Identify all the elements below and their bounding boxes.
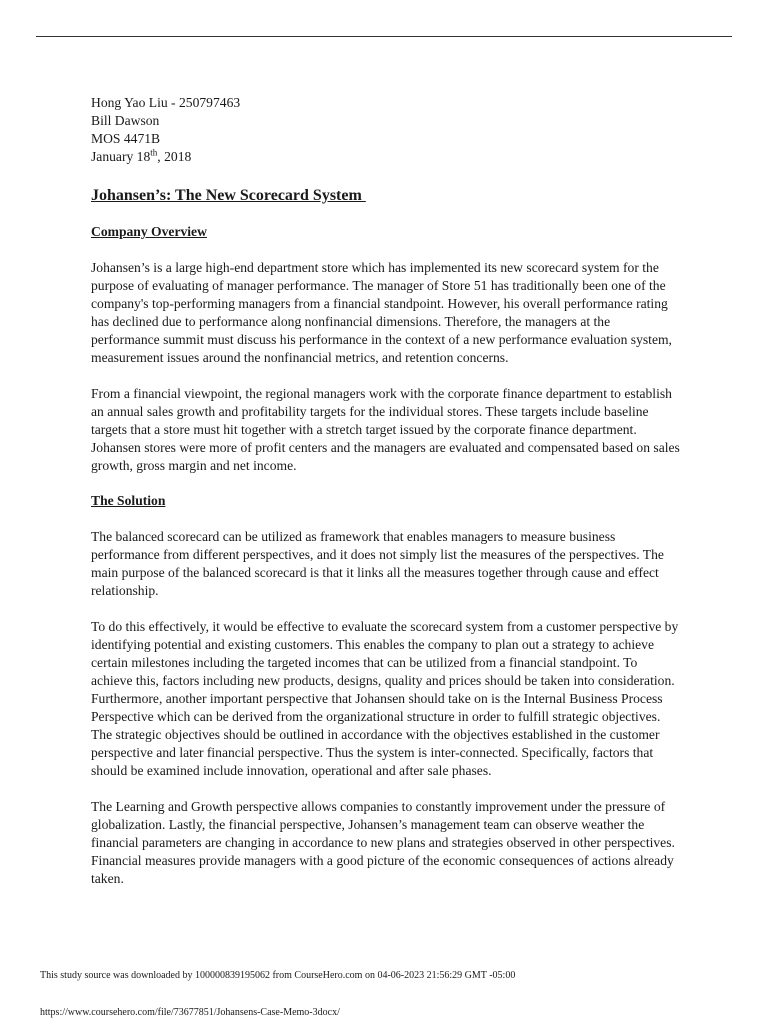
date-ordinal-suffix: th bbox=[150, 147, 158, 158]
date-month-day: January 18 bbox=[91, 149, 151, 164]
overview-paragraph-2: From a financial viewpoint, the regional managers work with the corporate finance department to establish an annual sales growth and profitability targets for the individual stores. These targets include baseline targets that a store must hit together with a stretch target issued by the corporate finance department. Johansen stores were more of profit centers and the managers are evaluated and compensated based on sales growth, gross margin and net income. bbox=[91, 386, 680, 473]
author-line: Hong Yao Liu - 250797463 bbox=[91, 95, 241, 110]
recipient-line: Bill Dawson bbox=[91, 113, 160, 128]
top-divider bbox=[36, 36, 732, 37]
memo-document bbox=[91, 94, 681, 888]
solution-paragraph-3: The Learning and Growth perspective allows companies to constantly improvement under the pressure of globalization. Lastly, the financial perspective, Johansen’s management team can observe weather the financial parameters are changing in accordance to new plans and strategies observed in other perspectives. Financial measures provide managers with a good picture of the economic consequences of actions already taken. bbox=[91, 799, 675, 886]
company-overview-heading: Company Overview bbox=[91, 224, 207, 239]
solution-heading: The Solution bbox=[91, 493, 166, 508]
course-line: MOS 4471B bbox=[91, 131, 161, 146]
source-url: https://www.coursehero.com/file/73677851/Johansens-Case-Memo-3docx/ bbox=[40, 1007, 340, 1018]
date-year: , 2018 bbox=[157, 149, 192, 164]
download-source-note: This study source was downloaded by 100000839195062 from CourseHero.com on 04-06-2023 21:56:29 GMT -05:00 bbox=[40, 970, 516, 981]
solution-paragraph-2: To do this effectively, it would be effective to evaluate the scorecard system from a customer perspective by identifying potential and existing customers. This enables the company to plan out a strategy to achieve certain milestones including the targeted incomes that can be utilized from a financial standpoint. To achieve this, factors including new products, designs, quality and prices should be taken into consideration. Furthermore, another important perspective that Johansen should take on is the Internal Business Process Perspective which can be derived from the organizational structure in order to fulfill strategic objectives. The strategic objectives should be outlined in accordance with the objectives established in the customer perspective and later financial perspective. Thus the system is inter-connected. Specifically, factors that should be examined include innovation, operational and after sale phases. bbox=[91, 619, 679, 778]
solution-paragraph-1: The balanced scorecard can be utilized as framework that enables managers to measure business performance from different perspectives, and it does not simply list the measures of the perspectives. The main purpose of the balanced scorecard is that it links all the measures together through cause and effect relationship. bbox=[91, 529, 664, 598]
date-line bbox=[91, 148, 681, 166]
overview-paragraph-1: Johansen’s is a large high-end department store which has implemented its new scorecard system for the purpose of evaluating of manager performance. The manager of Store 51 has traditionally been one of the company's top-performing managers from a financial standpoint. However, his overall performance rating has declined due to performance along nonfinancial dimensions. Therefore, the managers at the performance summit must discuss his performance in the context of a new performance evaluation system, measurement issues around the nonfinancial metrics, and retention concerns. bbox=[91, 260, 672, 365]
document-title: Johansen’s: The New Scorecard System bbox=[91, 187, 366, 204]
